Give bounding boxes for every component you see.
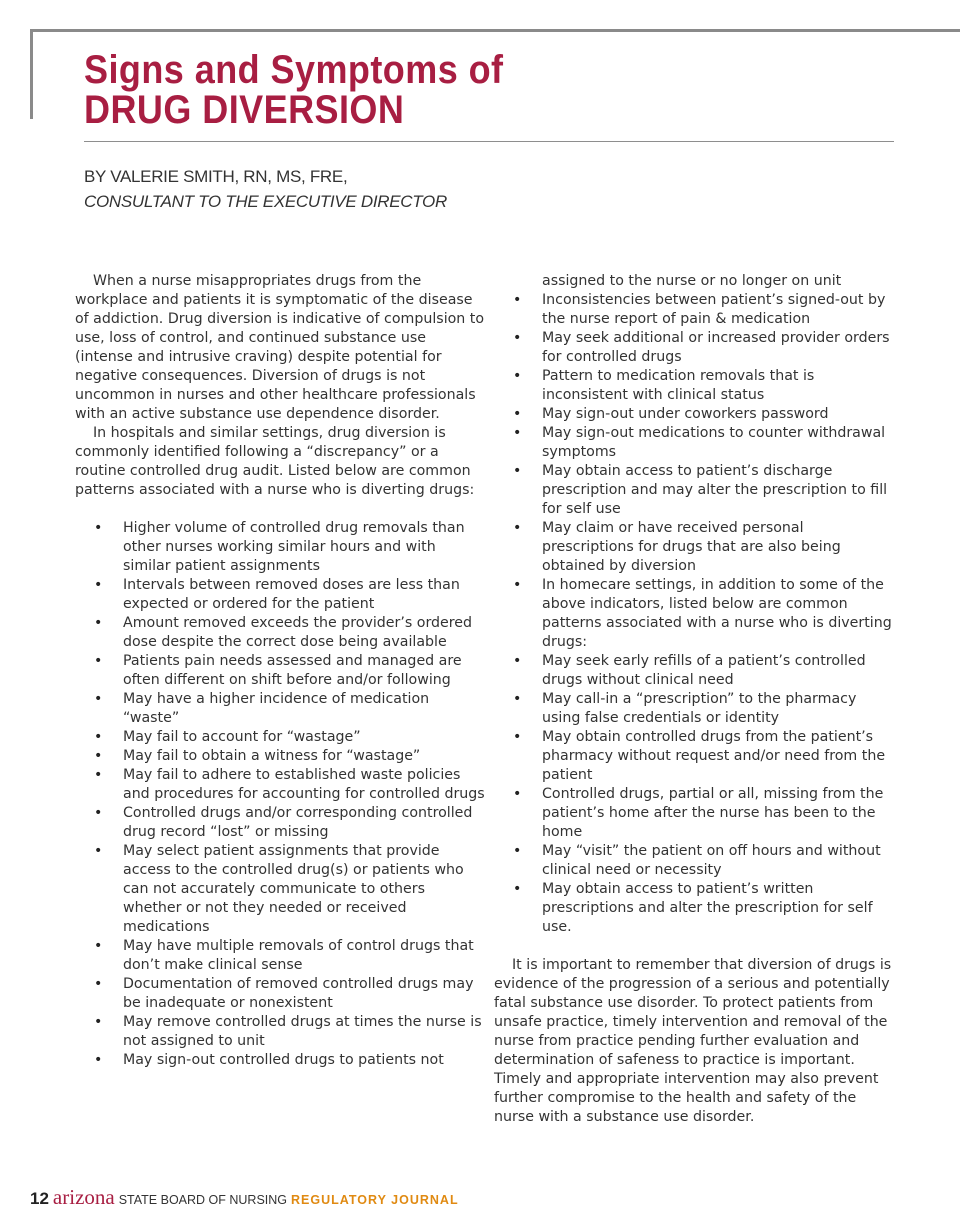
hospital-indicators-list <box>75 519 485 1070</box>
list-item: • May sign-out under coworkers password <box>494 405 899 424</box>
list-item: • May fail to obtain a witness for “wastage” <box>75 747 485 766</box>
list-item: • May have a higher incidence of medication “waste” <box>75 690 485 728</box>
spacer <box>75 500 485 519</box>
list-item: • Controlled drugs, partial or all, missing from the patient’s home after the nurse has been to the home <box>494 785 899 842</box>
list-item: • May “visit” the patient on off hours and without clinical need or necessity <box>494 842 899 880</box>
title-line-1: Signs and Symptoms of <box>84 48 504 92</box>
list-item: • May fail to account for “wastage” <box>75 728 485 747</box>
page-footer <box>30 1185 459 1210</box>
list-item: • May seek additional or increased provider orders for controlled drugs <box>494 329 899 367</box>
byline-author: BY VALERIE SMITH, RN, MS, FRE, <box>84 167 348 186</box>
title-divider <box>84 141 894 142</box>
arizona-logo: arizona <box>52 1185 115 1209</box>
list-item: • May claim or have received personal prescriptions for drugs that are also being obtained by diversion <box>494 519 899 576</box>
list-item: • Pattern to medication removals that is inconsistent with clinical status <box>494 367 899 405</box>
publisher-name: STATE BOARD OF NURSING <box>118 1193 288 1207</box>
right-column <box>494 272 899 1127</box>
list-item: • May select patient assignments that provide access to the controlled drug(s) or patients who can not accurately communicate to others whether or not they needed or received medications <box>75 842 485 937</box>
list-item: • May fail to adhere to established waste policies and procedures for accounting for controlled drugs <box>75 766 485 804</box>
list-item: • Controlled drugs and/or corresponding controlled drug record “lost” or missing <box>75 804 485 842</box>
list-item: • Higher volume of controlled drug removals than other nurses working similar hours and with similar patient assignments <box>75 519 485 576</box>
intro-paragraph: When a nurse misappropriates drugs from the workplace and patients it is symptomatic of the disease of addiction. Drug diversion is indicative of compulsion to use, loss of control, and continued substance use (intense and intrusive craving) despite potential for negative consequences. Diversion of drugs is not uncommon in nurses and other healthcare professionals with an active substance use dependence disorder. <box>75 273 485 422</box>
list-item: • May call-in a “prescription” to the pharmacy using false credentials or identity <box>494 690 899 728</box>
list-item: • May obtain access to patient’s discharge prescription and may alter the prescription to fill for self use <box>494 462 899 519</box>
list-item: • May seek early refills of a patient’s controlled drugs without clinical need <box>494 652 899 690</box>
list-item: • May remove controlled drugs at times the nurse is not assigned to unit <box>75 1013 485 1051</box>
list-item: • May sign-out medications to counter withdrawal symptoms <box>494 424 899 462</box>
title-line-2: DRUG DIVERSION <box>84 88 405 132</box>
list-item: • May obtain controlled drugs from the patient’s pharmacy without request and/or need from the patient <box>494 728 899 785</box>
hospital-paragraph: In hospitals and similar settings, drug diversion is commonly identified following a “discrepancy” or a routine controlled drug audit. Listed below are common patterns associated with a nurse who is diverting drugs: <box>75 425 475 498</box>
journal-name: REGULATORY JOURNAL <box>291 1193 459 1207</box>
page-frame-left-rule <box>30 29 33 119</box>
list-item: • May have multiple removals of control drugs that don’t make clinical sense <box>75 937 485 975</box>
byline-role: CONSULTANT TO THE EXECUTIVE DIRECTOR <box>84 192 447 211</box>
list-item: • Inconsistencies between patient’s signed-out by the nurse report of pain & medication <box>494 291 899 329</box>
list-item: • Patients pain needs assessed and managed are often different on shift before and/or following <box>75 652 485 690</box>
closing-paragraph: It is important to remember that diversion of drugs is evidence of the progression of a serious and potentially fatal substance use disorder. To protect patients from unsafe practice, timely intervention and removal of the nurse from practice pending further evaluation and determination of safeness to practice is important. Timely and appropriate intervention may also prevent further compromise to the health and safety of the nurse with a substance use disorder. <box>494 957 892 1125</box>
list-item: • Intervals between removed doses are less than expected or ordered for the patient <box>75 576 485 614</box>
list-item: • May sign-out controlled drugs to patients not <box>75 1051 485 1070</box>
article-title <box>84 50 550 130</box>
byline <box>84 164 447 214</box>
list-item: • In homecare settings, in addition to some of the above indicators, listed below are common patterns associated with a nurse who is diverting drugs: <box>494 576 899 652</box>
list-item: • May obtain access to patient’s written prescriptions and alter the prescription for self use. <box>494 880 899 937</box>
page-frame-top-rule <box>30 29 960 32</box>
list-item: • Documentation of removed controlled drugs may be inadequate or nonexistent <box>75 975 485 1013</box>
list-item-continuation: assigned to the nurse or no longer on unit <box>542 273 842 289</box>
left-column <box>75 272 485 1070</box>
spacer <box>494 937 899 956</box>
additional-indicators-list <box>494 291 899 937</box>
page-number: 12 <box>30 1189 49 1208</box>
list-item: • Amount removed exceeds the provider’s ordered dose despite the correct dose being available <box>75 614 485 652</box>
